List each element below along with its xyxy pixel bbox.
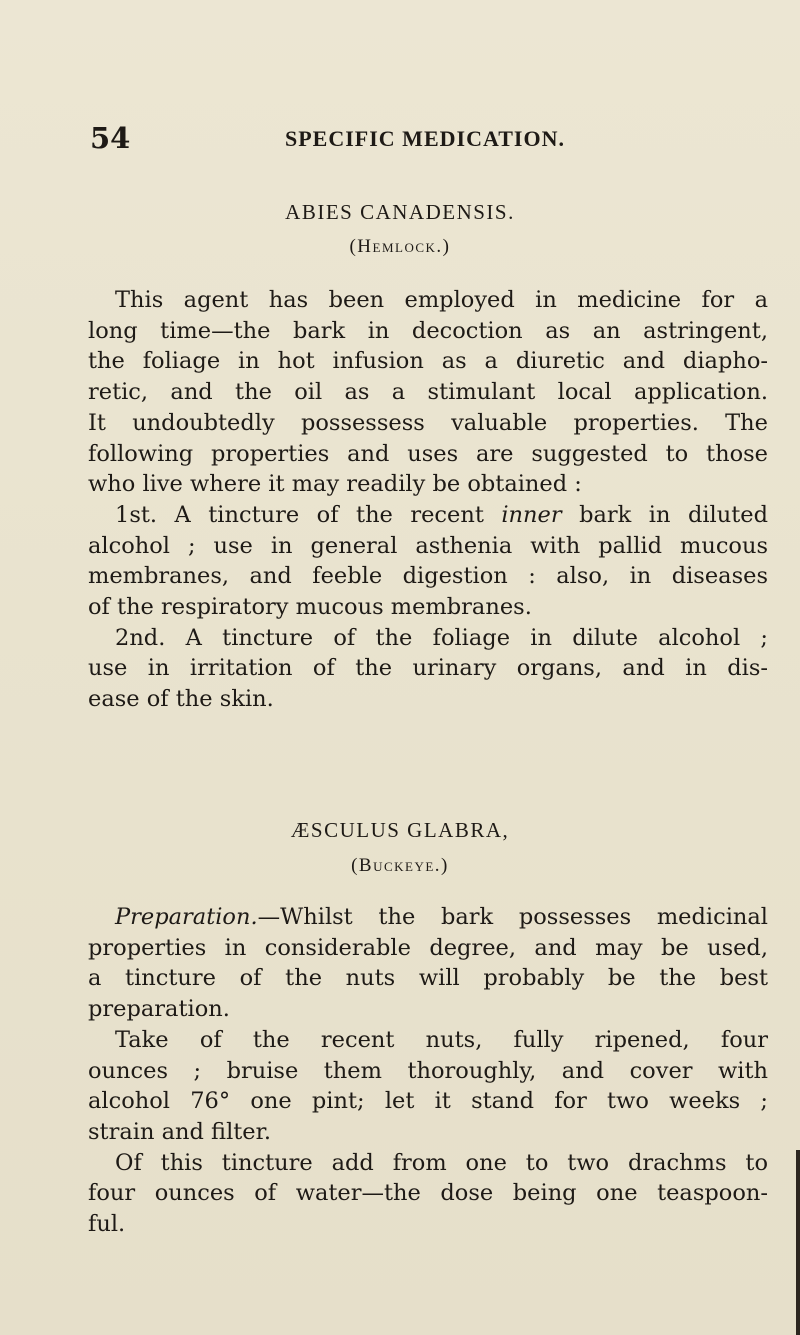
text-line: ounces ; bruise them thoroughly, and cover with — [88, 1057, 768, 1084]
text-line: ease of the skin. — [88, 686, 274, 713]
text-run: 1st. A tincture of the recent — [115, 501, 484, 528]
text-line: who live where it may readily be obtained : — [88, 471, 582, 498]
text-line: retic, and the oil as a stimulant local application. — [88, 379, 768, 406]
text-line: the foliage in hot infusion as a diuretic and diapho- — [88, 348, 768, 375]
text-line: alcohol 76° one pint; let it stand for two weeks ; — [88, 1088, 768, 1115]
text-line: properties in considerable degree, and may be used, — [88, 934, 768, 961]
text-line: use in irritation of the urinary organs, and in dis- — [88, 655, 768, 682]
text-line: four ounces of water—the dose being one teaspoon- — [88, 1180, 768, 1207]
text-line: a tincture of the nuts will probably be the best — [88, 965, 768, 992]
text-line — [88, 500, 768, 531]
text-line: ful. — [88, 1211, 126, 1238]
aesculus-body — [88, 902, 768, 1240]
section-title-aesculus: ÆSCULUS GLABRA, — [290, 818, 510, 842]
section-title-abies: ABIES CANADENSIS. — [285, 200, 515, 224]
text-line: preparation. — [88, 996, 230, 1023]
text-line: of the respiratory mucous membranes. — [88, 594, 532, 621]
italic-lead: Preparation. — [115, 904, 258, 930]
text-line: 2nd. A tincture of the foliage in dilute alcohol ; — [115, 624, 768, 651]
italic-word: inner — [501, 501, 562, 528]
running-head — [90, 121, 780, 157]
text-line: Of this tincture add from one to two drachms to — [115, 1149, 768, 1176]
abies-body — [88, 285, 768, 715]
text-line — [88, 902, 768, 933]
text-line: This agent has been employed in medicine for a — [115, 287, 768, 313]
text-line: It undoubtedly possessess valuable properties. The — [88, 409, 768, 436]
text-line: strain and filter. — [88, 1118, 272, 1145]
running-title: SPECIFIC MEDICATION. — [285, 126, 565, 151]
text-line: long time—the bark in decoction as an astringent, — [88, 317, 768, 344]
text-line: alcohol ; use in general asthenia with pallid mucous — [88, 532, 768, 559]
section-common-name-buckeye: (Buckeye.) — [351, 855, 449, 876]
scan-edge-shadow — [796, 1150, 800, 1335]
page-number: 54 — [90, 121, 131, 155]
text-line: following properties and uses are suggested to those — [88, 440, 768, 467]
text-run: bark in diluted — [579, 501, 768, 528]
text-line: Take of the recent nuts, fully ripened, four — [115, 1026, 768, 1053]
text-run: —Whilst the bark possesses medicinal — [257, 904, 768, 930]
section-common-name-hemlock: (Hemlock.) — [349, 236, 451, 257]
text-line: membranes, and feeble digestion : also, in diseases — [88, 563, 768, 590]
